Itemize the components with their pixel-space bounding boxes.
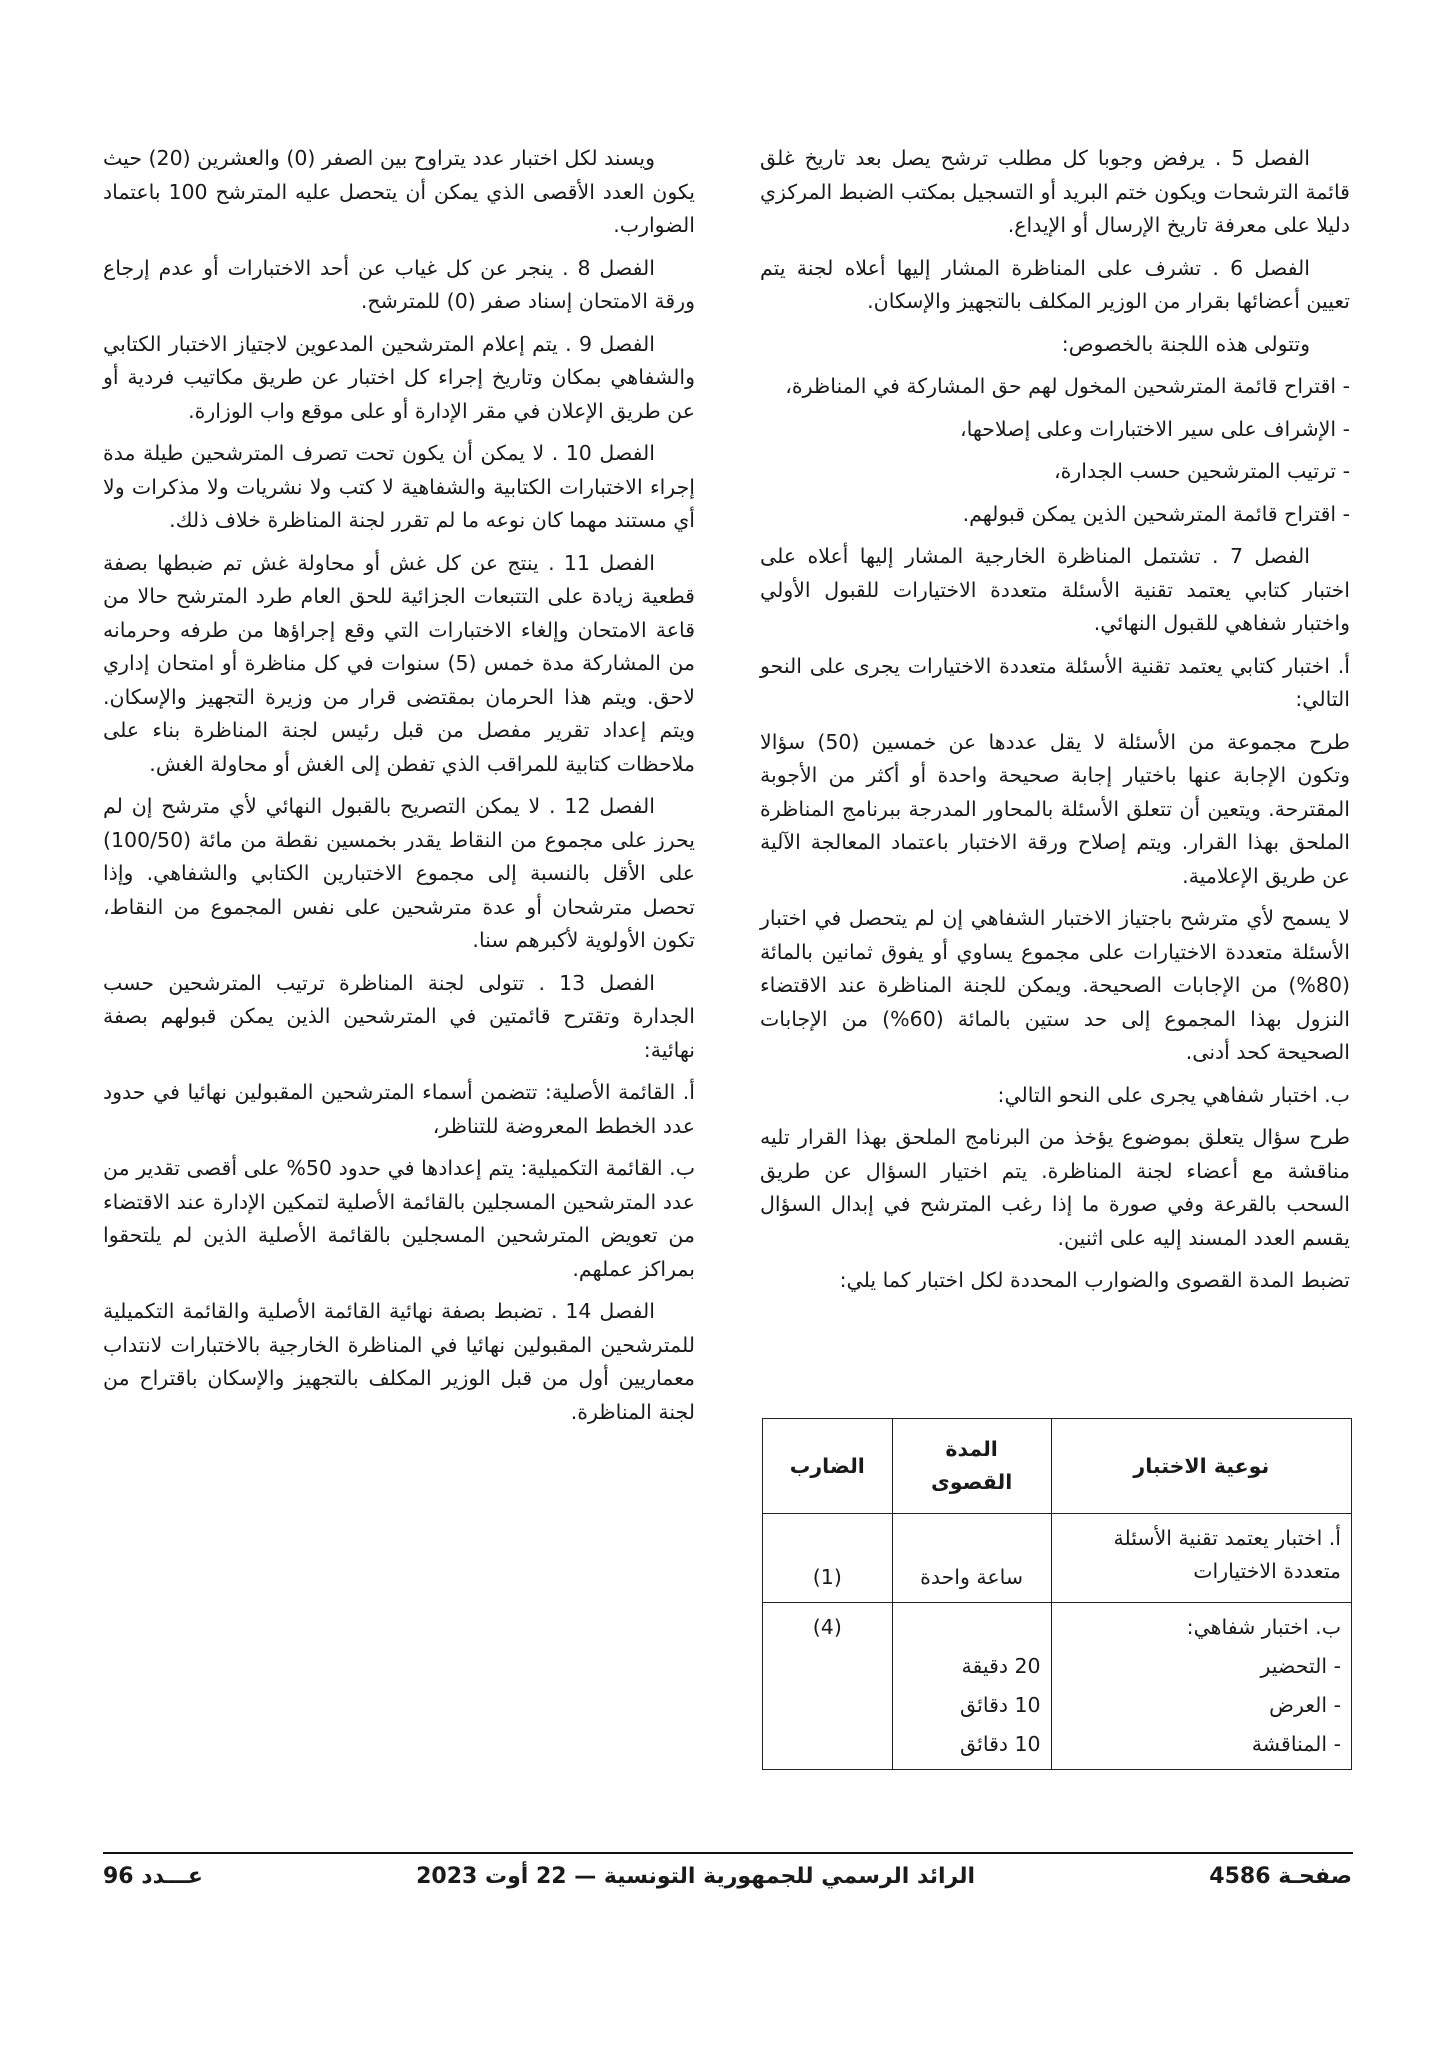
- committee-task: - الإشراف على سير الاختبارات وعلى إصلاحها،: [960, 416, 1350, 441]
- header-test-type: نوعية الاختبار: [1051, 1419, 1351, 1514]
- written-test-description: طرح مجموعة من الأسئلة لا يقل عددها عن خمسين (50) سؤالا وتكون الإجابة عنها باختيار إجابة صحيحة واحدة أو أكثر من الأجوبة المقترحة. ويتعين أن تتعلق الأسئلة بالمحاور المدرجة ببرنامج المناظرة الملحق بهذا القرار. ويتم إصلاح ورقة الاختبار باعتماد المعالجة الآلية عن طريق الإعلامية.: [760, 729, 1350, 888]
- page-number: صفحـة 4586: [1209, 1864, 1352, 1889]
- written-test-coefficient: (1): [763, 1514, 893, 1603]
- supplementary-list-item: ب. القائمة التكميلية: يتم إعدادها في حدود 50% على أقصى تقدير من عدد المترشحين المسجلين بالقائمة الأصلية لتمكين الإدارة عند الاقتضاء من تعويض المترشحين المسجلين بالقائمة الأصلية الذين لم يلتحقوا بمراكز عملهم.: [103, 1156, 696, 1281]
- oral-part-duration: 10 دقائق: [960, 1693, 1041, 1717]
- written-test-heading: أ. اختبار كتابي يعتمد تقنية الأسئلة متعددة الاختيارات يجرى على النحو التالي:: [760, 653, 1350, 711]
- table-header-row: [763, 1419, 1352, 1514]
- committee-intro: وتتولى هذه اللجنة بالخصوص:: [1061, 331, 1310, 356]
- oral-test-label: ب. اختبار شفاهي:: [1186, 1615, 1341, 1639]
- oral-test-coefficient: (4): [763, 1603, 893, 1770]
- article-9: الفصل 9 . يتم إعلام المترشحين المدعوين لاجتياز الاختبار الكتابي والشفاهي بمكان وتاريخ إجراء كل اختبار عن طريق مكاتيب فردية أو عن طريق الإعلان في مقر الإدارة أو على موقع واب الوزارة.: [103, 331, 695, 423]
- oral-test-heading: ب. اختبار شفاهي يجرى على النحو التالي:: [997, 1082, 1350, 1107]
- article-7: الفصل 7 . تشتمل المناظرة الخارجية المشار إليها أعلاه على اختبار كتابي يعتمد تقنية الأسئلة متعددة الاختيارات للقبول الأولي واختبار شفاهي للقبول النهائي.: [760, 544, 1350, 635]
- oral-part-name: - المناقشة: [1251, 1732, 1341, 1756]
- oral-test-type: [1051, 1603, 1351, 1770]
- written-test-type: أ. اختبار يعتمد تقنية الأسئلة متعددة الاختيارات: [1051, 1514, 1351, 1603]
- article-6: الفصل 6 . تشرف على المناظرة المشار إليها أعلاه لجنة يتم تعيين أعضائها بقرار من الوزير المكلف بالتجهيز والإسكان.: [760, 255, 1350, 313]
- original-list-item: أ. القائمة الأصلية: تتضمن أسماء المترشحين المقبولين نهائيا في حدود عدد الخطط المعروضة للتناظر،: [103, 1080, 695, 1138]
- oral-part-duration: 10 دقائق: [960, 1732, 1041, 1756]
- committee-task: - اقتراح قائمة المترشحين الذين يمكن قبولهم.: [962, 501, 1350, 526]
- header-duration-line1: المدة: [945, 1437, 998, 1461]
- footer-divider: [103, 1852, 1353, 1854]
- written-test-threshold: لا يسمح لأي مترشح باجتياز الاختبار الشفاهي إن لم يتحصل في اختبار الأسئلة متعددة الاختيارات على مجموع يساوي أو يفوق ثمانين بالمائة (80%) من الإجابات الصحيحة. ويمكن للجنة المناظرة عند الاقتضاء النزول بهذا المجموع إلى حد ستين بالمائة (60%) من الإجابات الصحيحة كحد أدنى.: [760, 906, 1351, 1064]
- header-duration-line2: القصوى: [930, 1470, 1013, 1494]
- article-14: الفصل 14 . تضبط بصفة نهائية القائمة الأصلية والقائمة التكميلية للمترشحين المقبولين نهائيا في المناظرة الخارجية بالاختبارات لانتداب معماريين أول من قبل الوزير المكلف بالتجهيز والإسكان باقتراح من لجنة المناظرة.: [103, 1299, 695, 1424]
- oral-part-name: - العرض: [1269, 1693, 1341, 1717]
- table-row: [763, 1603, 1352, 1770]
- committee-task: - اقتراح قائمة المترشحين المخول لهم حق المشاركة في المناظرة،: [785, 374, 1350, 398]
- article-13: الفصل 13 . تتولى لجنة المناظرة ترتيب المترشحين حسب الجدارة وتقترح قائمتين في المترشحين الذين يمكن قبولهم بصفة نهائية:: [103, 970, 695, 1062]
- oral-part-name: - التحضير: [1260, 1654, 1341, 1678]
- table-intro: تضبط المدة القصوى والضوارب المحددة لكل اختبار كما يلي:: [839, 1268, 1350, 1292]
- oral-test-durations: [892, 1603, 1051, 1770]
- article-12: الفصل 12 . لا يمكن التصريح بالقبول النهائي لأي مترشح إن لم يحرز على مجموع من النقاط يقدر بخمسين نقطة من مائة (100/50) على الأقل بالنسبة إلى مجموع الاختبارين الكتابي والشفاهي. وإذا تحصل مترشحان أو عدة مترشحين على نفس المجموع من النقاط، تكون الأولوية لأكبرهم سنا.: [103, 794, 695, 952]
- left-column: [103, 142, 695, 1438]
- journal-title: الرائد الرسمي للجمهورية التونسية — 22 أوت 2023: [416, 1864, 975, 1889]
- committee-task: - ترتيب المترشحين حسب الجدارة،: [1054, 459, 1350, 483]
- article-10: الفصل 10 . لا يمكن أن يكون تحت تصرف المترشحين طيلة مدة إجراء الاختبارات الكتابية والشفاهية لا كتب ولا نشريات ولا مذكرات ولا أي مستند مهما كان نوعه ما لم تقرر لجنة المناظرة خلاف ذلك.: [103, 441, 695, 532]
- header-duration: [892, 1419, 1051, 1514]
- oral-test-description: طرح سؤال يتعلق بموضوع يؤخذ من البرنامج الملحق بهذا القرار تليه مناقشة مع أعضاء لجنة المناظرة. يتم اختيار السؤال عن طريق السحب بالقرعة وفي صورة ما إذا رغب المترشح في إبدال السؤال يقسم العدد المسند إليه على اثنين.: [760, 1125, 1350, 1250]
- grading-paragraph: ويسند لكل اختبار عدد يتراوح بين الصفر (0) والعشرين (20) حيث يكون العدد الأقصى الذي يمكن أن يتحصل عليه المترشح 100 باعتماد الضوارب.: [103, 146, 695, 237]
- tests-table: [762, 1418, 1352, 1770]
- issue-number: عـــدد 96: [103, 1864, 203, 1889]
- table-row: [763, 1514, 1352, 1603]
- article-5: الفصل 5 . يرفض وجوبا كل مطلب ترشح يصل بعد تاريخ غلق قائمة الترشحات ويكون ختم البريد أو التسجيل بمكتب الضبط المركزي دليلا على معرفة تاريخ الإرسال أو الإيداع.: [760, 146, 1350, 237]
- written-test-duration: ساعة واحدة: [892, 1514, 1051, 1603]
- article-11: الفصل 11 . ينتج عن كل غش أو محاولة غش تم ضبطها بصفة قطعية زيادة على التتبعات الجزائية للحق العام طرد المترشح حالا من قاعة الامتحان وإلغاء الاختبارات التي وقع إجراؤها من طرفه وحرمانه من المشاركة مدة خمس (5) سنوات في كل مناظرة أو امتحان إداري لاحق. ويتم هذا الحرمان بمقتضى قرار من وزيرة التجهيز والإسكان. ويتم إعداد تقرير مفصل من قبل رئيس لجنة المناظرة بناء على ملاحظات كتابية للمراقب الذي تفطن إلى الغش أو محاولة الغش.: [103, 550, 695, 776]
- header-coefficient: الضارب: [763, 1419, 893, 1514]
- oral-part-duration: 20 دقيقة: [961, 1654, 1041, 1678]
- article-8: الفصل 8 . ينجر عن كل غياب عن أحد الاختبارات أو عدم إرجاع ورقة الامتحان إسناد صفر (0) للمترشح.: [103, 255, 695, 313]
- right-column: [760, 142, 1350, 1307]
